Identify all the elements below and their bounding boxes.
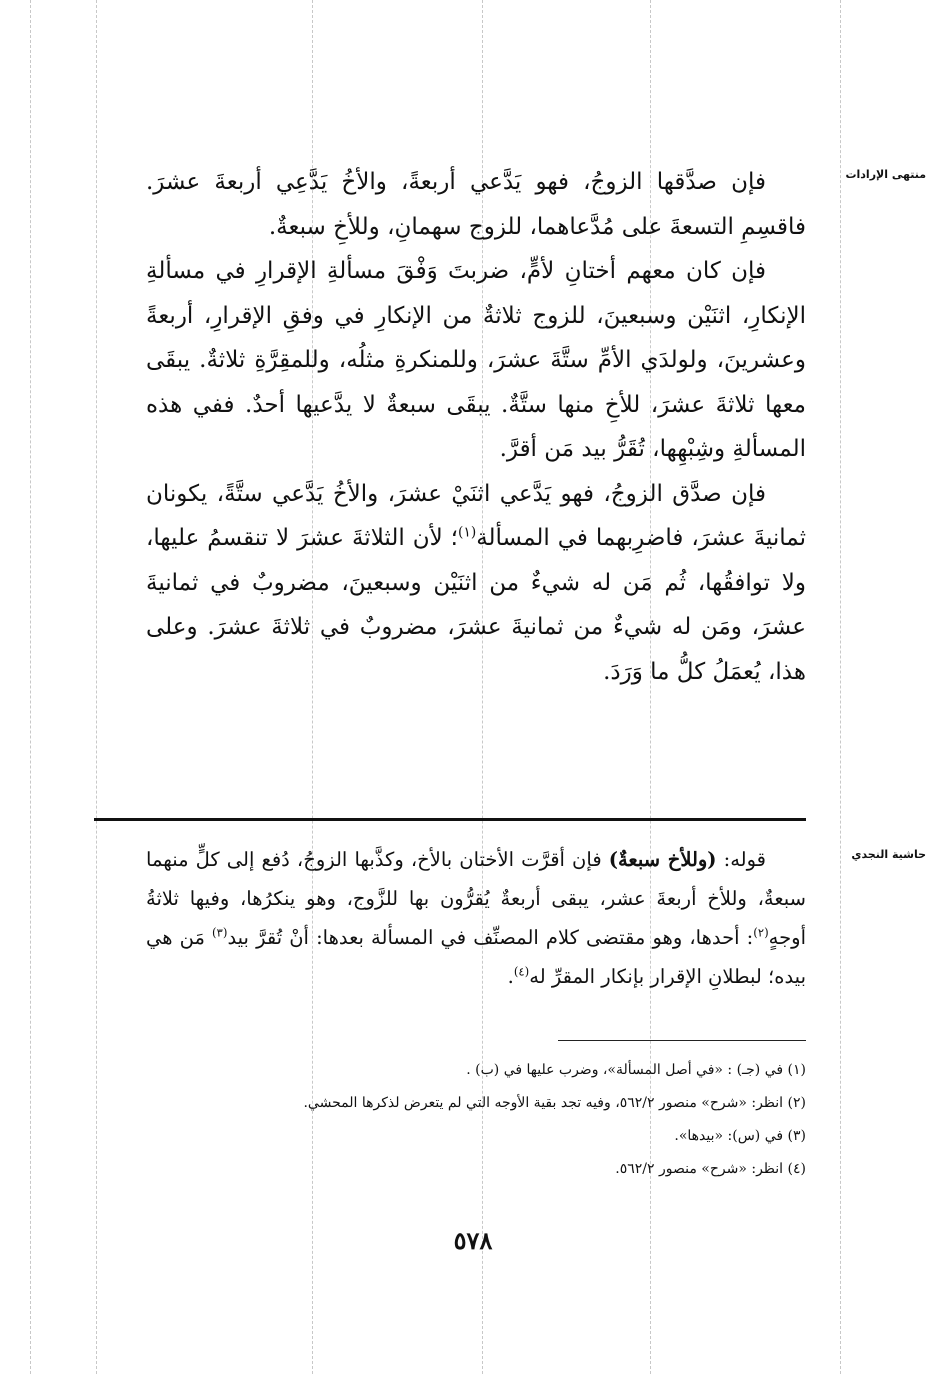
main-paragraph-3-part-a: فإن صدَّق الزوجُ، فهو يَدَّعي اثنَيْ عشرَ، والأخُ يَدَّعي ستَّةً، يكونان ثمانيةَ عشرَ، فاضرِبهما في المسألة xyxy=(146,480,806,551)
gloss-body-c: مَن هي بيده؛ لبطلانِ الإقرار بإنكار المقرِّ له xyxy=(146,926,806,988)
scan-guide-line xyxy=(840,0,841,1374)
footnote-ref-1[interactable]: (١) xyxy=(458,524,477,541)
footnote-ref-2[interactable]: (٢) xyxy=(753,925,769,940)
gloss-text xyxy=(146,840,806,996)
footnote-item: (٢) انظر: «شرح» منصور ٥٦٢/٢، وفيه تجد بقية الأوجه التي لم يتعرض لذكرها المحشي. xyxy=(303,1095,806,1111)
main-paragraph-3-part-b: ؛ لأن الثلاثةَ عشرَ لا تنقسمُ عليها، ولا توافقُها، ثُم مَن له شيءٌ من اثنَيْن وسبعينَ، مضروبٌ في ثمانيةَ عشرَ، ومَن له شيءٌ من ثمانيةَ عشرَ، مضروبٌ في ثلاثةَ عشرَ. وعلى هذا، يُعمَلُ كلُّ ما وَرَدَ. xyxy=(146,525,806,685)
gloss-body-b: : أحدها، وهو مقتضى كلام المصنِّف في المسألة بعدها: أنْ تُقرَّ بيد xyxy=(227,926,754,949)
footnote-item: (٣) في (س): «بيدها». xyxy=(674,1128,806,1144)
section-divider xyxy=(94,818,806,821)
main-text xyxy=(146,160,806,694)
gloss-title-label: حاشية النجدي xyxy=(851,848,926,861)
scan-guide-line xyxy=(96,0,97,1374)
footnote-ref-4[interactable]: (٤) xyxy=(513,964,530,979)
main-paragraph-2: فإن كان معهم أختانِ لأمٍّ، ضربتَ وَفْقَ مسألةِ الإقرارِ في مسألةِ الإنكارِ، اثنَيْن وسبعينَ، للزوج ثلاثةٌ من الإنكارِ في وفقِ الإقرارِ، أربعةً وعشرينَ، ولولدَي الأمِّ ستَّةَ عشرَ، وللمنكرةِ مثلُه، وللمقِرَّةِ ثلاثةٌ. يبقَى معها ثلاثةَ عشرَ، للأخِ منها ستَّةٌ. يبقَى سبعةٌ لا يدَّعيها أحدٌ. ففي هذه المسألةِ وشِبْهِها، تُقَرُّ بيد مَن أقرَّ. xyxy=(146,258,806,462)
main-paragraph-3 xyxy=(146,472,806,695)
footnote-ref-3[interactable]: (٣) xyxy=(212,925,228,940)
footnote-item: (٤) انظر: «شرح» منصور ٥٦٢/٢. xyxy=(615,1161,806,1177)
page-number: ٥٧٨ xyxy=(453,1226,493,1255)
footnotes xyxy=(140,1054,806,1186)
gloss-intro: قوله: xyxy=(716,848,766,871)
footnote-divider xyxy=(558,1040,806,1041)
scan-guide-line xyxy=(30,0,31,1374)
footnote-item: (١) في (جـ) : «في أصل المسألة»، وضرب عليها في (ب) . xyxy=(466,1062,806,1078)
gloss-quote: (وللأخ سبعةٌ) xyxy=(608,848,717,871)
gloss-body-a: فإن أقرَّت الأختان بالأخ، وكذَّبها الزوجُ، دُفع إلى كلٍّ منهما سبعةٌ، وللأخ أربعةَ عشر، يبقى أربعةٌ يُقرُّون بها للزَّوج، وهو ينكرُها، وفيها ثلاثةُ أوجهٍ xyxy=(146,848,806,949)
gloss-paragraph xyxy=(146,840,806,996)
book-title-label: منتهى الإرادات xyxy=(845,168,926,181)
gloss-body-d: . xyxy=(507,965,514,988)
main-paragraph-1: فإن صدَّقها الزوجُ، فهو يَدَّعي أربعةً، والأخُ يَدَّعِي أربعةَ عشرَ. فاقسِمِ التسعةَ على مُدَّعاهما، للزوج سهمانِ، وللأخِ سبعةٌ. xyxy=(146,169,806,240)
